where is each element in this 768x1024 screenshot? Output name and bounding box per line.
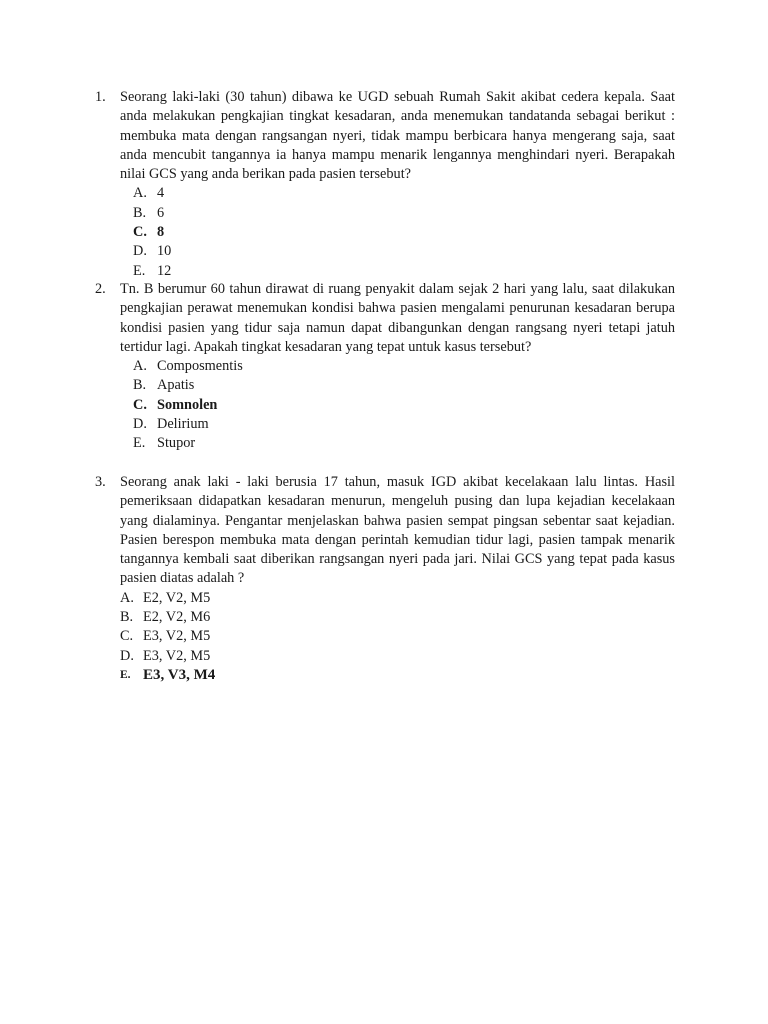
option-list [95,589,675,685]
option-list [95,357,675,453]
option-letter: E. [133,262,146,279]
option-d [95,242,675,261]
option-text: E2, V2, M5 [143,589,211,606]
option-text: 4 [157,185,165,202]
option-a [95,589,675,608]
question-number: 1. [95,89,106,105]
option-letter: B. [133,204,147,221]
option-letter: A. [133,358,147,375]
option-letter: C. [133,224,147,241]
option-letter: C. [120,628,134,645]
option-e [95,434,675,453]
option-text: E3, V2, M5 [143,647,211,664]
option-text: 6 [157,204,165,221]
option-b [95,608,675,627]
question-text: Seorang anak laki - laki berusia 17 tahun, masuk IGD akibat kecelakaan lalu lintas. Hasil pemeriksaan didapatkan kesadaran menurun, mengeluh pusing dan lupa kejadian kecelakaan yang dialaminya. Pengantar menjelaskan bahwa pasien sempat pingsan sebentar saat kejadian. Pasien berespon membuka mata dengan perintah kemudian tidur lagi, pasien tampak menarik tangannya kembali saat diberikan rangsangan nyeri pada jari. Nilai GCS yang tepat pada kasus pasien diatas adalah ? [120,474,675,587]
option-d [95,415,675,434]
option-text: Stupor [157,435,196,452]
option-e [95,262,675,281]
option-text: Delirium [157,416,209,433]
option-a [95,357,675,376]
option-letter: A. [133,185,147,202]
option-text: Somnolen [157,396,218,413]
option-text: 12 [157,262,172,279]
option-text: E3, V3, M4 [143,666,216,683]
option-text: E3, V2, M5 [143,628,211,645]
option-b [95,376,675,395]
option-letter: E. [120,668,131,681]
option-letter: E. [133,435,146,452]
question-2 [95,280,675,454]
question-number: 2. [95,281,106,297]
option-list [95,184,675,280]
option-c-correct [95,223,675,242]
option-e-correct [95,666,675,685]
option-letter: D. [120,647,134,664]
option-letter: B. [120,609,134,626]
option-letter: D. [133,416,147,433]
option-text: Composmentis [157,358,243,375]
option-text: 8 [157,224,165,241]
option-b [95,204,675,223]
option-d [95,647,675,666]
question-number: 3. [95,474,106,490]
option-letter: C. [133,396,147,413]
option-c-correct [95,396,675,415]
question-text: Tn. B berumur 60 tahun dirawat di ruang penyakit dalam sejak 2 hari yang lalu, saat dilakukan pengkajian perawat menemukan kondisi bahwa pasien mengalami penurunan kesadaran berupa kondisi pasien yang tidur saja namun dapat dibangunkan dengan rangsang nyeri tetapi jatuh tertidur lagi. Apakah tingkat kesadaran yang tepat untuk kasus tersebut? [120,281,675,355]
option-c [95,627,675,646]
option-letter: A. [120,589,134,606]
option-a [95,184,675,203]
option-text: Apatis [157,377,195,394]
question-3 [95,473,675,685]
question-1 [95,88,675,281]
option-text: 10 [157,243,172,260]
question-text: Seorang laki-laki (30 tahun) dibawa ke UGD sebuah Rumah Sakit akibat cedera kepala. Saat anda melakukan pengkajian tingkat kesadaran, anda menemukan tandatanda sebagai berikut : membuka mata dengan rangsangan nyeri, tidak mampu berbicara hanya mengerang saja, saat anda mencubit tangannya ia hanya mampu menarik lengannya menghindari nyeri. Berapakah nilai GCS yang anda berikan pada pasien tersebut? [120,89,675,183]
option-letter: D. [133,243,147,260]
option-letter: B. [133,377,147,394]
option-text: E2, V2, M6 [143,609,211,626]
